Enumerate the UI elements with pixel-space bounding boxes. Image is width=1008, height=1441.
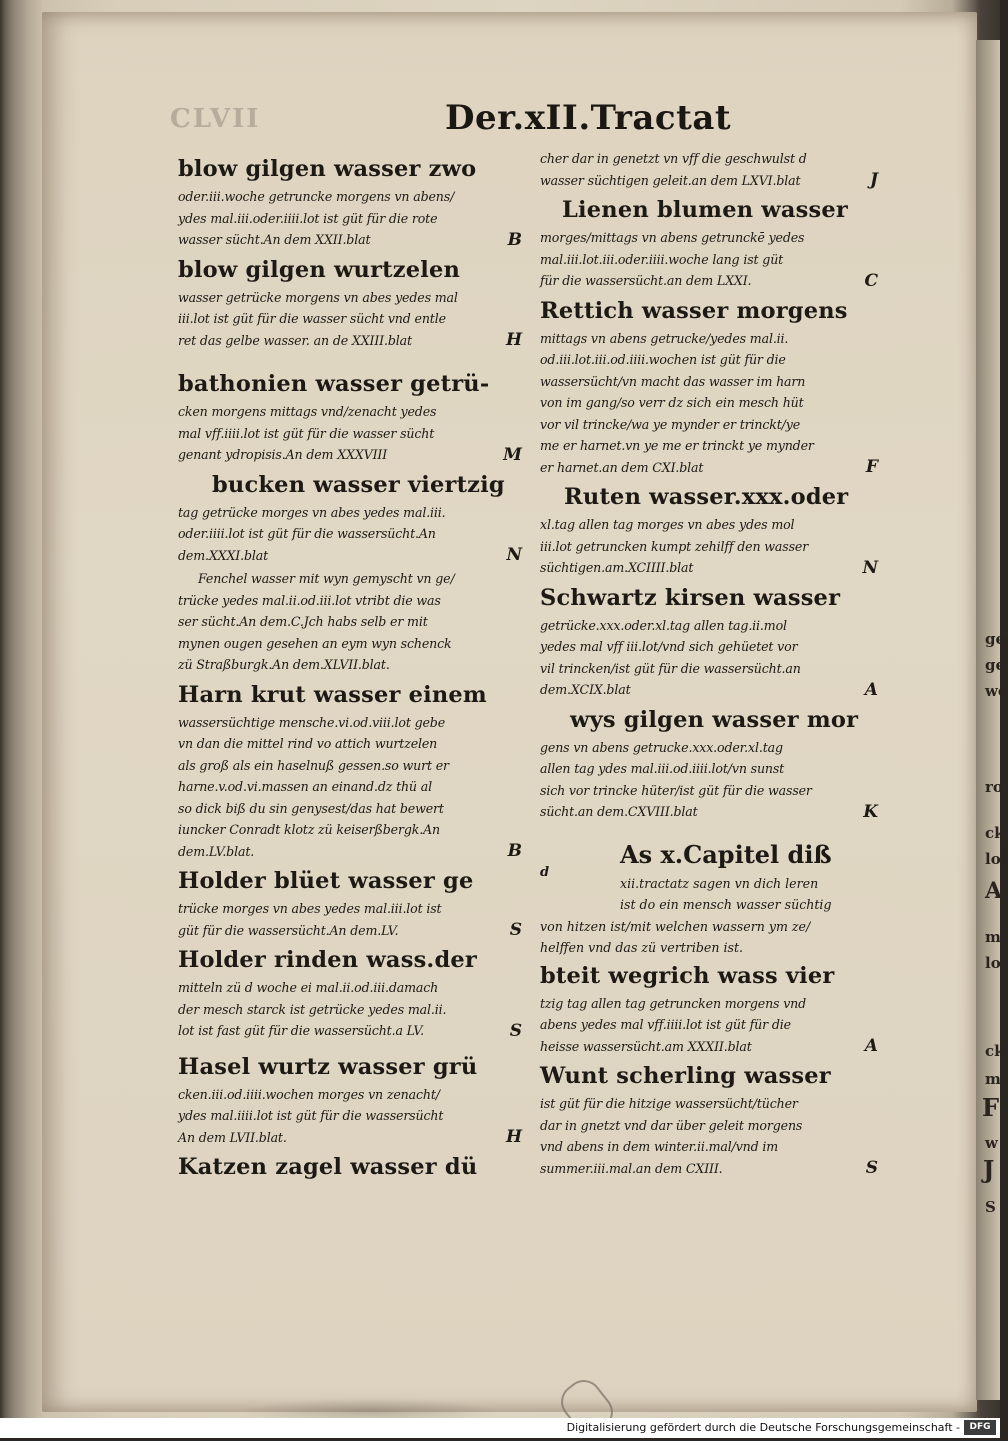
- footer-bar: [0, 1418, 1000, 1438]
- section-marker: H: [505, 1127, 522, 1147]
- entry-line: mittags vn abens getrucke/yedes mal.ii.: [540, 330, 789, 346]
- entry-heading: blow gilgen wasser zwo: [178, 156, 477, 182]
- entry-line: süchtigen.am.XCIIII.blat: [540, 560, 694, 575]
- section-marker: H: [505, 330, 522, 350]
- page-number: CLVII: [170, 104, 261, 134]
- entry-line: cken morgens mittags vnd/zenacht yedes: [178, 404, 437, 419]
- entry-heading: wys gilgen wasser mor: [570, 706, 859, 733]
- section-marker: S: [509, 1020, 522, 1041]
- entry-line: von im gang/so verr dz sich ein mesch hüt: [540, 395, 804, 410]
- entry-line: als groß als ein haselnuß gessen.so wurt er: [178, 757, 449, 773]
- entry-heading: Wunt scherling wasser: [540, 1063, 831, 1089]
- section-marker: N: [506, 545, 522, 565]
- facing-page-fragment: A: [985, 878, 1003, 904]
- entry-line: iii.lot ist güt für die wasser sücht vnd entle: [178, 311, 446, 326]
- section-marker: S: [865, 1158, 878, 1178]
- section-marker: A: [864, 1036, 878, 1056]
- entry-line: so dick biß du sin genysest/das hat bewert: [178, 800, 444, 816]
- right-column: [540, 148, 878, 1181]
- entry-line: mal.iii.lot.iii.oder.iiii.woche lang ist güt: [540, 251, 784, 267]
- entry-line: wasser sücht.An dem XXII.blat: [178, 232, 371, 247]
- entry-line: xl.tag allen tag morges vn abes ydes mol: [540, 517, 795, 532]
- entry-harn-krut-wasser: [178, 678, 522, 863]
- entry-heading: Harn krut wasser einem: [178, 681, 487, 708]
- section-marker: N: [862, 557, 878, 578]
- entry-line: getrücke.xxx.oder.xl.tag allen tag.ii.mol: [540, 617, 787, 633]
- entry-holder-bluet-wasser: [178, 864, 522, 941]
- entry-line: An dem LVII.blat.: [178, 1129, 287, 1145]
- facing-page-fragment: ge: [985, 630, 1006, 648]
- entry-holder-rinden-wasser: [178, 943, 522, 1042]
- section-marker: C: [864, 270, 878, 291]
- chapter-line: xii.tractatz sagen vn dich leren: [620, 875, 819, 891]
- entry-line: tzig tag allen tag getruncken morgens vnd: [540, 995, 807, 1011]
- entry-line: dar in gnetzt vnd dar über geleit morgens: [540, 1117, 803, 1133]
- facing-page-fragment: ro: [985, 778, 1003, 796]
- section-marker: J: [869, 170, 878, 190]
- entry-line: er harnet.an dem CXI.blat: [540, 459, 704, 475]
- entry-line: me er harnet.vn ye me er trinckt ye mynder: [540, 438, 814, 453]
- entry-line: ret das gelbe wasser. an de XXIII.blat: [178, 332, 412, 348]
- entry-line: morges/mittags vn abens getrunckē yedes: [540, 230, 805, 245]
- entry-hasel-wurtz-wasser: [178, 1050, 522, 1149]
- entry-line: genant ydropisis.An dem XXXVIII: [178, 447, 388, 462]
- entry-heading: Schwartz kirsen wasser: [540, 584, 841, 611]
- entry-line: gens vn abens getrucke.xxx.oder.xl.tag: [540, 739, 783, 755]
- entry-line: mal vff.iiii.lot ist güt für die wasser sücht: [178, 425, 435, 441]
- chapter-title: As x.Capitel diß: [620, 839, 832, 869]
- entry-breit-wegrich-wasser: [540, 959, 878, 1058]
- entry-line: trücke morges vn abes yedes mal.iii.lot ist: [178, 901, 442, 916]
- entry-blow-gilgen-wasser: [178, 152, 522, 251]
- entry-line: abens yedes mal vff.iiii.lot ist güt für die: [540, 1017, 791, 1032]
- section-marker: B: [507, 841, 522, 861]
- entry-line: wasser getrücke morgens vn abes yedes mal: [178, 289, 458, 305]
- footer-credit: Digitalisierung gefördert durch die Deutsche Forschungsgemeinschaft -: [566, 1421, 960, 1434]
- section-marker: S: [509, 920, 522, 940]
- entry-line: lot ist fast güt für die wassersücht.a LV.: [178, 1023, 424, 1038]
- entry-line: vor vil trincke/wa ye mynder er trinckt/ye: [540, 416, 801, 432]
- entry-line: cher dar in genetzt vn vff die geschwulst d: [540, 151, 807, 166]
- entry-line: für die wassersücht.an dem LXXI.: [540, 273, 752, 288]
- facing-page-fragment: w: [985, 1134, 998, 1152]
- entry-line: ist güt für die hitzige wassersücht/tücher: [540, 1096, 798, 1111]
- entry-line: oder.iii.woche getruncke morgens vn abens/: [178, 189, 455, 204]
- section-marker: A: [864, 679, 878, 700]
- entry-line: harne.v.od.vi.massen an einand.dz thü al: [178, 779, 432, 794]
- entry-line: vil trincken/ist güt für die wassersücht.an: [540, 660, 801, 676]
- entry-heading: blow gilgen wurtzelen: [178, 256, 461, 283]
- entry-line: dem.XXXI.blat: [178, 547, 269, 563]
- facing-page-edge: [976, 40, 1003, 1400]
- entry-line: vnd abens in dem winter.ii.mal/vnd im: [540, 1139, 779, 1154]
- entry-line: ydes mal.iii.oder.iiii.lot ist güt für die rote: [178, 210, 438, 226]
- entry-heading: bathonien wasser getrü-: [178, 371, 490, 397]
- section-marker: B: [507, 229, 522, 250]
- entry-line: sich vor trincke hüter/ist güt für die wasser: [540, 782, 812, 798]
- entry-lienen-blumen-wasser: [540, 193, 878, 292]
- facing-page-fragment: F: [982, 1093, 1000, 1122]
- chapter-line: helffen vnd das zü vertriben ist.: [540, 940, 744, 955]
- chapter-heading-block: [540, 837, 878, 959]
- entry-line: der mesch starck ist getrücke yedes mal.ii.: [178, 1001, 447, 1017]
- entry-line: od.iii.lot.iii.od.iiii.wochen ist güt für die: [540, 352, 786, 367]
- section-marker: F: [865, 457, 878, 477]
- entry-heading: Holder rinden wass.der: [178, 947, 477, 973]
- facing-page-fragment: we: [985, 682, 1008, 700]
- facing-page-fragment: ck: [985, 824, 1005, 842]
- facing-page-fragment: J: [983, 1155, 995, 1184]
- facing-page-fragment: ck: [985, 1042, 1005, 1060]
- facing-page-fragment: m: [985, 928, 1001, 946]
- entry-line: ser sücht.An dem.C.Jch habs selb er mit: [178, 614, 428, 629]
- entry-katzen-zagel-wasser: [178, 1150, 522, 1184]
- entry-line: dem.LV.blat.: [178, 843, 255, 859]
- entry-bathonien-wasser: [178, 367, 522, 466]
- entry-heading: Rettich wasser morgens: [540, 297, 848, 324]
- entry-fenchel-wasser: [178, 568, 522, 676]
- entry-blow-gilgen-wurtzelen: [178, 253, 522, 352]
- entry-line: oder.iiii.lot ist güt für die wassersücht.An: [178, 526, 436, 541]
- entry-continuation: [540, 148, 878, 191]
- entry-line: mynen ougen gesehen an eym wyn schenck: [178, 635, 452, 651]
- entry-line: Fenchel wasser mit wyn gemyscht vn ge/: [198, 571, 455, 586]
- entry-line: tag getrücke morges vn abes yedes mal.iii.: [178, 504, 446, 520]
- left-column: [178, 152, 522, 1186]
- entry-line: zü Straßburgk.An dem.XLVII.blat.: [178, 657, 390, 672]
- chapter-line: ist do ein mensch wasser süchtig: [620, 897, 832, 912]
- entry-heading: Katzen zagel wasser dü: [178, 1154, 478, 1180]
- entry-heading: Lienen blumen wasser: [562, 197, 848, 223]
- entry-bucken-wasser: [178, 468, 522, 567]
- entry-line: iii.lot getruncken kumpt zehilff den wasser: [540, 538, 809, 554]
- entry-line: wassersüchtige mensche.vi.od.viii.lot gebe: [178, 714, 446, 730]
- entry-line: güt für die wassersücht.An dem.LV.: [178, 922, 399, 938]
- dfg-logo: DFG: [964, 1420, 996, 1435]
- entry-rettich-wasser: [540, 294, 878, 479]
- entry-heading: Ruten wasser.xxx.oder: [564, 484, 849, 510]
- entry-line: dem.XCIX.blat: [540, 682, 631, 697]
- entry-line: ydes mal.iiii.lot ist güt für die wassersücht: [178, 1108, 444, 1123]
- entry-line: iuncker Conradt klotz zü keiserßbergk.An: [178, 822, 440, 837]
- entry-heading: bteit wegrich wass vier: [540, 962, 835, 989]
- entry-heading: Hasel wurtz wasser grü: [178, 1053, 478, 1080]
- facing-page-fragment: lo: [985, 954, 1001, 972]
- facing-page-fragment: lot: [985, 850, 1008, 868]
- entry-line: summer.iii.mal.an dem CXIII.: [540, 1160, 723, 1176]
- entry-line: sücht.an dem.CXVIII.blat: [540, 804, 698, 819]
- chapter-initial: d: [540, 864, 550, 880]
- entry-wys-gilgen-wasser: [540, 703, 878, 823]
- entry-line: cken.iii.od.iiii.wochen morges vn zenacht/: [178, 1086, 440, 1102]
- section-marker: M: [503, 444, 522, 465]
- entry-schwartz-kirsen-wasser: [540, 581, 878, 701]
- chapter-line: von hitzen ist/mit welchen wassern ym ze/: [540, 918, 811, 934]
- entry-line: allen tag ydes mal.iii.od.iiii.lot/vn sunst: [540, 761, 785, 776]
- entry-line: heisse wassersücht.am XXXII.blat: [540, 1038, 752, 1054]
- entry-heading: Holder blüet wasser ge: [178, 868, 474, 894]
- running-head: Der.xII.Tractat: [445, 98, 732, 138]
- entry-line: vn dan die mittel rind vo attich wurtzelen: [178, 736, 438, 751]
- section-marker: K: [863, 801, 878, 822]
- entry-wunt-scherling-wasser: [540, 1059, 878, 1179]
- facing-page-fragment: ge: [985, 656, 1006, 674]
- entry-ruten-wasser: [540, 480, 878, 579]
- entry-line: wassersücht/vn macht das wasser im harn: [540, 373, 806, 389]
- entry-line: wasser süchtigen geleit.an dem LXVI.blat: [540, 172, 801, 188]
- entry-line: trücke yedes mal.ii.od.iii.lot vtribt die was: [178, 592, 441, 608]
- facing-page-fragment: S: [985, 1198, 996, 1216]
- entry-line: mitteln zü d woche ei mal.ii.od.iii.damach: [178, 980, 439, 995]
- entry-heading: bucken wasser viertzig: [212, 471, 505, 498]
- entry-line: yedes mal vff iii.lot/vnd sich gehüetet vor: [540, 639, 798, 654]
- facing-page-fragment: m: [985, 1070, 1001, 1088]
